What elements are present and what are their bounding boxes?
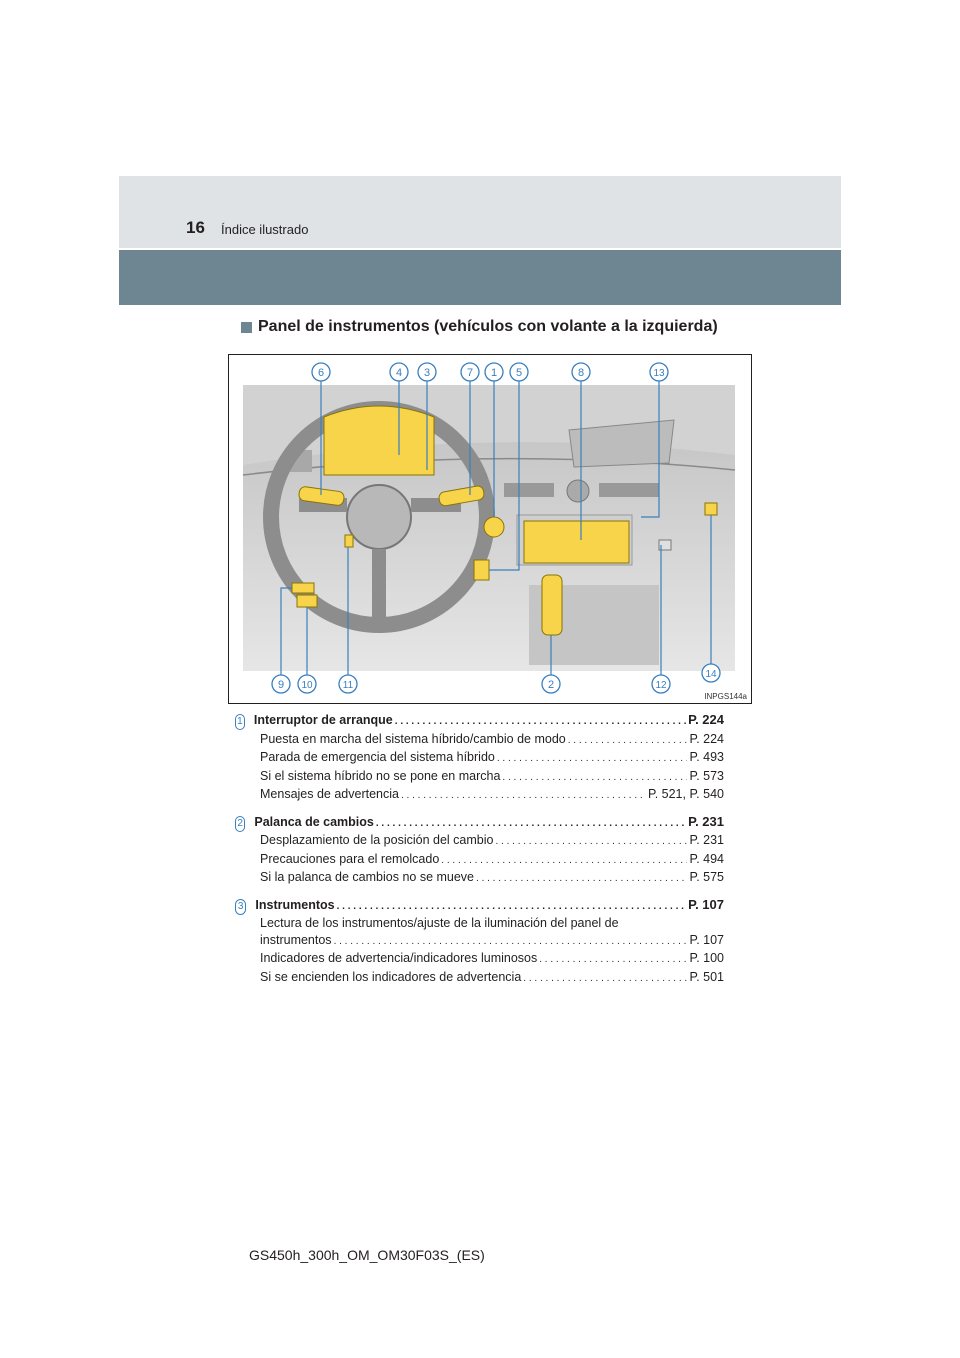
callout-10 <box>298 675 316 693</box>
leader-dots <box>502 768 687 787</box>
callout-7-label: 7 <box>466 367 474 379</box>
callout-13 <box>650 363 668 381</box>
page-number: 16 <box>186 218 205 237</box>
callout-12 <box>652 675 670 693</box>
entry-item <box>236 851 724 870</box>
item-label: Parada de emergencia del sistema híbrido <box>260 750 495 764</box>
item-ref: P. 494 <box>689 851 724 866</box>
section-title: Índice ilustrado <box>221 222 309 237</box>
title-band <box>119 250 841 305</box>
callout-3 <box>418 363 436 381</box>
item-label: instrumentos <box>260 932 332 947</box>
item-ref: P. 573 <box>689 768 724 783</box>
callout-14-label: 14 <box>705 669 717 680</box>
square-bullet-icon <box>241 322 252 333</box>
callout-4 <box>390 363 408 381</box>
leader-dots <box>395 712 686 731</box>
item-ref: P. 100 <box>689 951 724 965</box>
callout-1 <box>485 363 503 381</box>
callout-12-label: 12 <box>655 680 667 691</box>
item-ref: P. 575 <box>689 870 724 884</box>
header-band <box>119 176 841 248</box>
entry-label: Instrumentos <box>255 897 335 912</box>
entry-item <box>236 731 724 750</box>
callout-13-label: 13 <box>653 368 665 379</box>
entry-ref: P. 231 <box>688 813 724 829</box>
dashboard-figure <box>228 354 752 704</box>
entry-main-row <box>236 814 724 833</box>
leader-dots <box>523 969 687 988</box>
entry-item <box>236 932 724 951</box>
callout-8-label: 8 <box>577 367 585 379</box>
subsection-title: Panel de instrumentos (vehículos con volante a la izquierda) <box>258 318 718 335</box>
entry-number-badge: 2 <box>235 816 245 832</box>
item-label: Indicadores de advertencia/indicadores luminosos <box>260 951 538 965</box>
entry-number-badge: 3 <box>235 899 246 915</box>
item-label: Mensajes de advertencia <box>260 787 399 801</box>
leader-dots <box>539 950 687 969</box>
callouts-top <box>312 363 668 381</box>
entry-number-badge: 1 <box>235 714 245 730</box>
entry-label: Palanca de cambios <box>254 814 374 829</box>
callout-8 <box>572 363 590 381</box>
leader-dots <box>376 814 686 833</box>
callout-10-label: 10 <box>301 680 313 691</box>
item-ref: P. 501 <box>689 969 724 984</box>
entry-2 <box>236 814 724 888</box>
entry-wrap-text: Lectura de los instrumentos/ajuste de la iluminación del panel de <box>260 916 619 930</box>
entry-ref: P. 107 <box>688 896 724 912</box>
entry-item <box>236 832 724 851</box>
item-ref: P. 521, P. 540 <box>647 787 724 801</box>
item-ref: P. 107 <box>689 932 724 947</box>
entry-main-row <box>236 712 724 731</box>
callout-2-label: 2 <box>547 679 555 691</box>
callout-9 <box>272 675 290 693</box>
figure-code: INPGS144a <box>704 692 747 701</box>
callout-5-label: 5 <box>515 367 523 379</box>
entries-list <box>236 712 724 996</box>
item-label: Puesta en marcha del sistema híbrido/cambio de modo <box>260 731 566 746</box>
subsection-heading <box>241 318 718 336</box>
entry-item <box>236 768 724 787</box>
callout-6 <box>312 363 330 381</box>
entry-main-row <box>236 897 724 916</box>
callout-9-label: 9 <box>277 679 285 691</box>
entry-item <box>236 950 724 969</box>
item-ref: P. 493 <box>689 750 724 764</box>
leader-dots <box>568 731 688 750</box>
callout-14 <box>702 664 720 682</box>
entry-item <box>236 969 724 988</box>
callout-7 <box>461 363 479 381</box>
item-label: Si el sistema híbrido no se pone en marcha <box>260 768 501 783</box>
leader-dots <box>441 851 687 870</box>
callout-4-label: 4 <box>395 367 403 379</box>
item-ref: P. 224 <box>689 731 724 746</box>
leader-dots <box>497 749 688 768</box>
leader-dots <box>401 786 646 805</box>
entry-item <box>236 869 724 888</box>
item-label: Si la palanca de cambios no se mueve <box>260 870 475 884</box>
item-label: Precauciones para el remolcado <box>260 851 440 866</box>
callout-1-label: 1 <box>490 367 498 379</box>
item-label: Si se encienden los indicadores de advertencia <box>260 969 522 984</box>
entry-1 <box>236 712 724 805</box>
leader-dots <box>337 897 686 916</box>
entry-3 <box>236 897 724 988</box>
item-label: Desplazamiento de la posición del cambio <box>260 833 494 847</box>
leader-dots <box>476 869 687 888</box>
entry-ref: P. 224 <box>688 712 724 727</box>
leader-dots <box>495 832 687 851</box>
callout-2 <box>542 675 560 693</box>
footer-code: GS450h_300h_OM_OM30F03S_(ES) <box>249 1247 485 1263</box>
callout-3-label: 3 <box>423 367 431 379</box>
item-ref: P. 231 <box>689 833 724 847</box>
callout-5 <box>510 363 528 381</box>
dashboard-illustration <box>229 355 751 703</box>
callout-11-label: 11 <box>342 680 354 691</box>
callout-11 <box>339 675 357 693</box>
leader-dots <box>334 932 688 951</box>
entry-item <box>236 749 724 768</box>
entry-label: Interruptor de arranque <box>253 713 393 727</box>
callout-6-label: 6 <box>317 367 325 379</box>
entry-item <box>236 786 724 805</box>
